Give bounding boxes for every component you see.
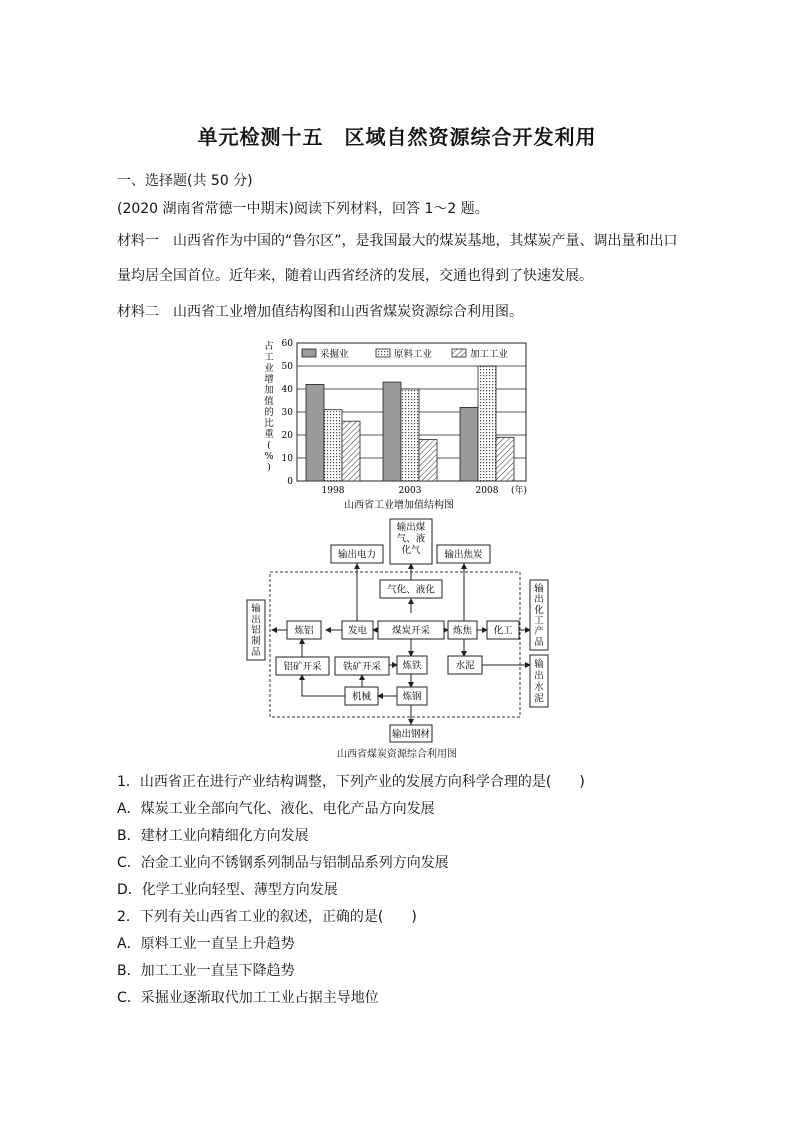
svg-text:化气: 化气: [401, 545, 421, 556]
svg-text:产: 产: [534, 626, 544, 638]
q2-option-a[interactable]: A．原料工业一直呈上升趋势: [117, 936, 295, 952]
q2-option-c[interactable]: C．采掘业逐渐取代加工工业占据主导地位: [117, 990, 379, 1006]
svg-text:工: 工: [534, 615, 544, 627]
y-tick-label: 60: [281, 339, 293, 349]
node-label-iron: 炼铁: [402, 660, 422, 672]
bar-1998-原料工业: [324, 410, 342, 481]
svg-text:铝: 铝: [251, 625, 261, 637]
y-tick-label: 0: [287, 477, 293, 487]
legend-label: 加工工业: [470, 349, 509, 360]
coal-utilization-flowchart: [242, 517, 552, 763]
svg-text:出: 出: [534, 670, 544, 682]
node-label-out_power: 输出电力: [337, 549, 377, 561]
y-tick-label: 20: [281, 431, 293, 441]
svg-text:%: %: [264, 451, 274, 462]
svg-text:输: 输: [534, 659, 544, 671]
x-tick-label: 1998: [321, 486, 345, 496]
q1-option-c[interactable]: C．冶金工业向不锈钢系列制品与铝制品系列方向发展: [117, 855, 449, 871]
y-tick-label: 40: [281, 385, 293, 395]
q1-option-d[interactable]: D．化学工业向轻型、薄型方向发展: [117, 882, 338, 898]
node-label-cement: 水泥: [455, 660, 475, 672]
legend-label: 原料工业: [394, 349, 433, 360]
node-label-machine: 机械: [351, 691, 372, 703]
svg-text:品: 品: [251, 646, 261, 658]
legend-label: 采掘业: [320, 349, 349, 360]
svg-text:业: 业: [264, 363, 274, 374]
svg-text:工: 工: [264, 352, 274, 363]
x-tick-label: 2003: [398, 486, 422, 496]
chart-caption: 山西省工业增加值结构图: [344, 500, 454, 511]
bar-1998-采掘业: [306, 384, 324, 481]
section-heading: 一、选择题(共 50 分): [117, 173, 253, 189]
svg-text:出: 出: [251, 614, 261, 626]
svg-text:输: 输: [534, 583, 544, 595]
y-tick-label: 50: [281, 362, 293, 372]
flow-caption: 山西省煤炭资源综合利用图: [337, 749, 457, 760]
legend-swatch: [376, 349, 390, 357]
x-axis-unit: (年): [511, 486, 528, 496]
svg-text:输: 输: [251, 603, 261, 615]
svg-text:化: 化: [534, 604, 544, 616]
svg-text:): ): [267, 462, 271, 473]
y-axis-label: [264, 340, 274, 473]
node-label-coke: 炼焦: [452, 625, 473, 637]
bar-2008-采掘业: [460, 407, 478, 481]
material1-line1: 材料一 山西省作为中国的“鲁尔区”，是我国最大的煤炭基地，其煤炭产量、调出量和出口: [117, 233, 678, 249]
q2-stem: 2．下列有关山西省工业的叙述，正确的是( ): [117, 909, 417, 925]
page-title: 单元检测十五 区域自然资源综合开发利用: [197, 125, 597, 149]
svg-text:制: 制: [251, 636, 261, 648]
node-label-gas: 气化、液化: [387, 584, 435, 596]
node-label-chem: 化工: [493, 625, 513, 637]
node-label-coal: 煤炭开采: [391, 625, 431, 637]
svg-text:品: 品: [534, 636, 544, 648]
x-tick-label: 2008: [475, 486, 499, 496]
node-label-out_steel: 输出钢材: [391, 729, 431, 740]
material1-line2: 量均居全国首位。近年来，随着山西省经济的发展，交通也得到了快速发展。: [117, 268, 593, 284]
svg-text:比: 比: [264, 418, 274, 429]
svg-text:重: 重: [264, 429, 274, 440]
svg-text:水: 水: [534, 682, 544, 694]
node-label-bauxite: 铝矿开采: [283, 661, 322, 673]
q2-option-b[interactable]: B．加工工业一直呈下降趋势: [117, 963, 295, 979]
svg-text:气、液: 气、液: [396, 533, 426, 545]
bar-2008-原料工业: [478, 366, 496, 481]
svg-text:(: (: [267, 440, 271, 451]
node-label-power: 发电: [347, 625, 368, 637]
bar-2003-采掘业: [383, 382, 401, 481]
industry-structure-chart: [255, 336, 545, 516]
q1-option-a[interactable]: A．煤炭工业全部向气化、液化、电化产品方向发展: [117, 801, 435, 817]
svg-text:出: 出: [534, 594, 544, 606]
node-label-alu: 炼铝: [294, 625, 314, 637]
svg-text:的: 的: [264, 407, 274, 418]
svg-text:加: 加: [264, 385, 274, 396]
bar-1998-加工工业: [342, 421, 360, 481]
bar-2008-加工工业: [496, 437, 514, 481]
svg-text:占: 占: [264, 341, 274, 352]
source-line: (2020 湖南省常德一中期末)阅读下列材料，回答 1～2 题。: [117, 201, 489, 217]
material2-line: 材料二 山西省工业增加值结构图和山西省煤炭资源综合利用图。: [117, 304, 523, 320]
y-tick-label: 10: [281, 454, 293, 464]
bar-2003-原料工业: [401, 389, 419, 481]
svg-text:值: 值: [264, 396, 274, 407]
node-label-out_coke: 输出焦炭: [444, 549, 483, 561]
legend-swatch: [302, 349, 316, 357]
bar-2003-加工工业: [419, 440, 437, 481]
node-label-ironmine: 铁矿开采: [342, 661, 382, 673]
node-label-steel: 炼钢: [402, 691, 422, 703]
svg-text:输出煤: 输出煤: [396, 522, 426, 533]
y-tick-label: 30: [281, 408, 293, 418]
legend-swatch: [452, 349, 466, 357]
svg-text:增: 增: [264, 374, 274, 385]
q1-option-b[interactable]: B．建材工业向精细化方向发展: [117, 828, 309, 844]
svg-text:泥: 泥: [534, 693, 544, 705]
q1-stem: 1．山西省正在进行产业结构调整，下列产业的发展方向科学合理的是( ): [117, 774, 585, 790]
